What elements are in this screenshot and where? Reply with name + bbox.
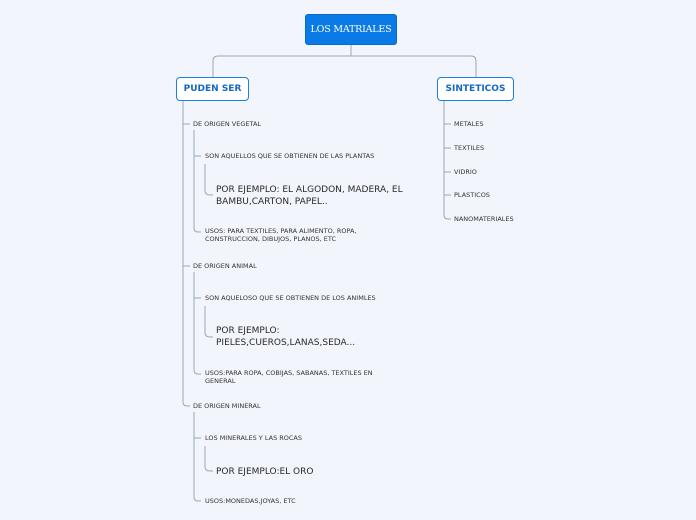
connector-mineral [194, 412, 201, 501]
connector-right-trunk [444, 101, 451, 219]
node-origen-animal[interactable]: DE ORIGEN ANIMAL [193, 262, 257, 270]
connector-root-right [351, 56, 476, 77]
root-node[interactable] [305, 14, 397, 45]
node-sinteticos[interactable] [437, 77, 514, 101]
root-label: LOS MATRIALES [310, 24, 392, 35]
node-animal-uses[interactable]: USOS:PARA ROPA, COBIJAS, SABANAS, TEXTILES EN GENERAL [205, 369, 373, 385]
node-animal-example[interactable]: POR EJEMPLO: PIELES,CUEROS,LANAS,SEDA... [216, 326, 356, 348]
node-mineral-example[interactable]: POR EJEMPLO:EL ORO [216, 467, 314, 477]
node-mineral-definition[interactable]: LOS MINERALES Y LAS ROCAS [205, 434, 303, 442]
node-sintetico-item[interactable]: PLASTICOS [454, 191, 490, 199]
connector-animal [194, 272, 201, 374]
node-vegetal-definition[interactable]: SON AQUELLOS QUE SE OBTIENEN DE LAS PLANTAS [205, 152, 375, 160]
connector-root-left [213, 56, 351, 77]
node-puden-ser-label: PUDEN SER [183, 84, 242, 94]
node-mineral-uses[interactable]: USOS:MONEDAS,JOYAS, ETC [205, 497, 296, 505]
node-vegetal-example[interactable]: POR EJEMPLO: EL ALGODON, MADERA, EL BAMBU,CARTON, PAPEL.. [216, 185, 403, 207]
node-animal-definition[interactable]: SON AQUELOSO QUE SE OBTIENEN DE LOS ANIMLES [205, 294, 376, 302]
node-sintetico-item[interactable]: TEXTILES [454, 144, 485, 152]
node-sintetico-item[interactable]: VIDRIO [454, 168, 477, 176]
node-origen-mineral[interactable]: DE ORIGEN MINERAL [193, 402, 261, 410]
node-sintetico-item[interactable]: NANOMATERIALES [454, 215, 514, 223]
node-vegetal-uses[interactable]: USOS: PARA TEXTILES, PARA ALIMENTO, ROPA, CONSTRUCCION, DIBUJOS, PLANOS, ETC [205, 227, 357, 243]
node-sinteticos-label: SINTETICOS [445, 84, 506, 94]
connector-vegetal [194, 130, 201, 232]
node-origen-vegetal[interactable]: DE ORIGEN VEGETAL [193, 120, 262, 128]
connector-left-trunk [183, 101, 190, 406]
node-sintetico-item[interactable]: METALES [454, 120, 484, 128]
node-puden-ser[interactable] [176, 77, 249, 101]
